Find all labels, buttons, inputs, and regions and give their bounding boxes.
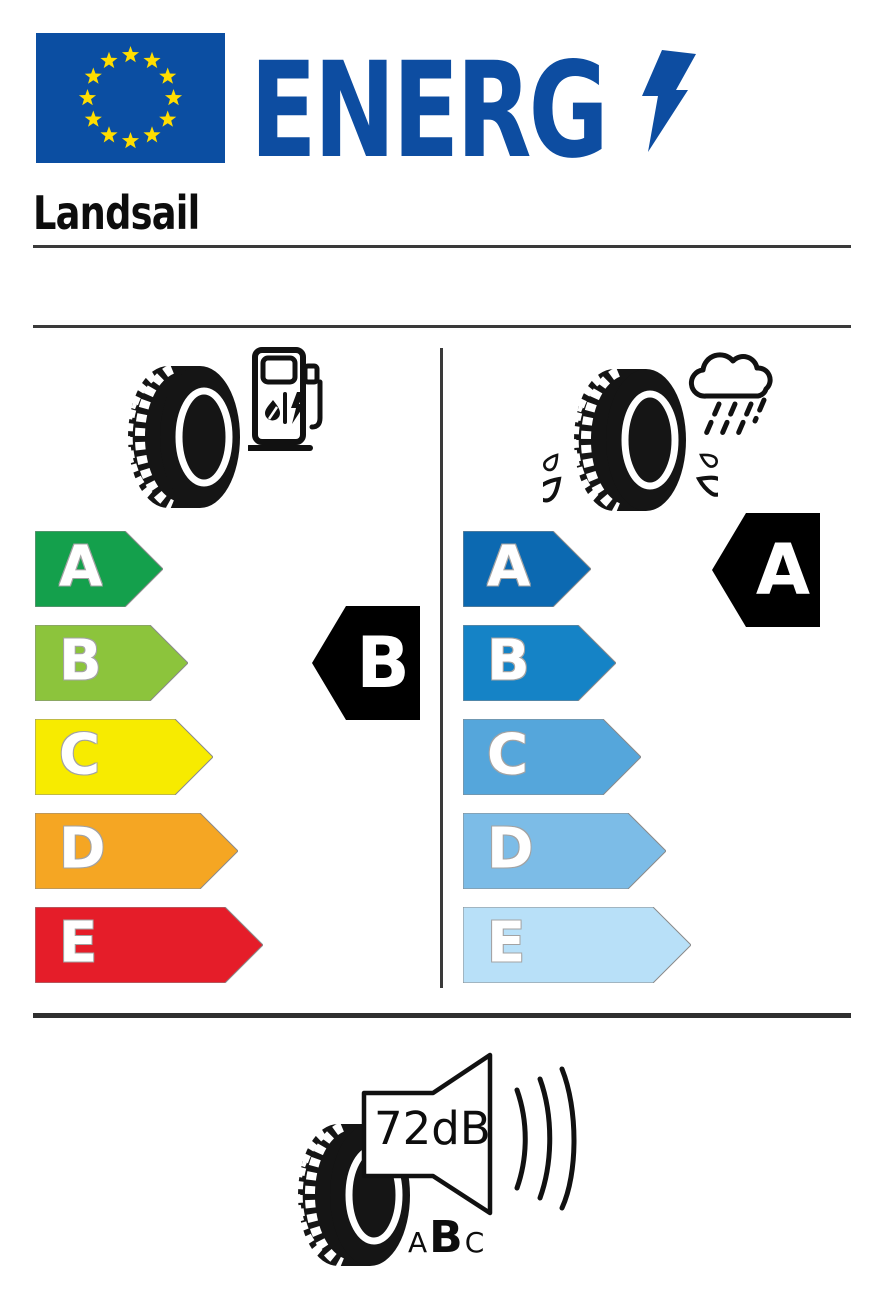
fuel-class-b-label: B <box>59 628 102 694</box>
wet-grip-class-c <box>463 719 641 795</box>
divider-line-bottom <box>33 1013 851 1018</box>
fuel-class-d-label: D <box>59 816 106 882</box>
wet-grip-rating-value: A <box>755 529 811 611</box>
fuel-class-b <box>35 625 188 701</box>
fuel-class-d <box>35 813 238 889</box>
wet-grip-class-b <box>463 625 616 701</box>
wet-grip-class-e-label: E <box>487 910 526 976</box>
rain-cloud-icon <box>682 350 778 442</box>
column-divider-line <box>440 348 443 988</box>
eu-flag-icon <box>36 33 225 163</box>
fuel-class-e-label: E <box>59 910 98 976</box>
wet-grip-rating-indicator <box>712 513 820 627</box>
energy-logo-text: ENERG <box>250 34 606 188</box>
brand-name: Landsail <box>33 186 200 240</box>
tire-icon <box>124 362 244 512</box>
divider-line-top <box>33 245 851 248</box>
noise-class-b-selected: B <box>429 1212 463 1263</box>
fuel-class-a <box>35 531 163 607</box>
noise-class-c: C <box>464 1226 485 1259</box>
wet-grip-class-a <box>463 531 591 607</box>
noise-decibel-value: 72dB <box>374 1102 491 1155</box>
wet-grip-class-c-label: C <box>487 722 529 788</box>
wet-grip-class-b-label: B <box>487 628 530 694</box>
fuel-rating-value: B <box>356 622 410 704</box>
noise-class-a: A <box>408 1226 428 1259</box>
fuel-class-c <box>35 719 213 795</box>
fuel-class-e <box>35 907 263 983</box>
fuel-pump-icon <box>248 346 326 452</box>
wet-grip-class-e <box>463 907 691 983</box>
wet-grip-class-d-label: D <box>487 816 534 882</box>
fuel-class-c-label: C <box>59 722 101 788</box>
divider-line-middle <box>33 325 851 328</box>
wet-grip-class-d <box>463 813 666 889</box>
fuel-rating-indicator <box>312 606 420 720</box>
lightning-bolt-icon <box>640 50 698 152</box>
sound-waves-icon <box>517 1069 574 1208</box>
wet-grip-class-a-label: A <box>487 534 531 600</box>
noise-class-scale <box>408 1212 485 1263</box>
fuel-class-a-label: A <box>59 534 103 600</box>
